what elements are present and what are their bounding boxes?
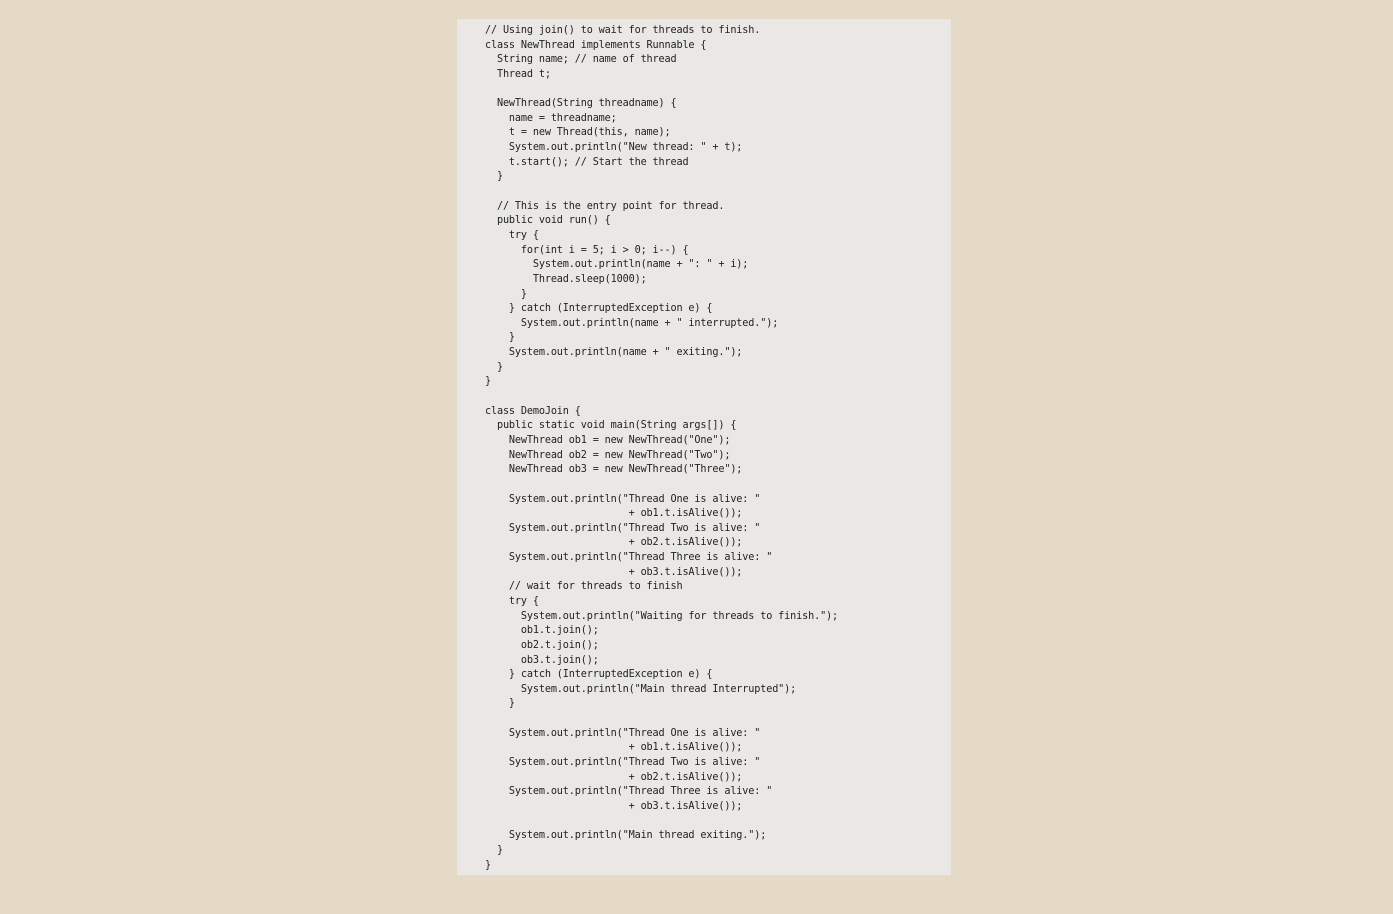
code-line: } catch (InterruptedException e) { (485, 669, 713, 681)
code-line (485, 390, 951, 405)
code-line: NewThread ob3 = new NewThread("Three"); (485, 464, 743, 476)
code-line (485, 712, 951, 727)
code-line: ob3.t.join(); (485, 654, 599, 666)
code-line: Thread.sleep(1000); (485, 273, 647, 285)
code-line: } (485, 698, 515, 710)
code-line: System.out.println("Thread One is alive: " (485, 727, 761, 739)
code-line: class DemoJoin { (485, 405, 581, 417)
code-line: } (485, 288, 527, 300)
code-line: System.out.println("Thread Three is alive: " (485, 552, 773, 564)
code-line: } (485, 844, 503, 856)
code-line: + ob2.t.isAlive()); (485, 771, 743, 783)
code-line (485, 478, 951, 493)
code-line (485, 185, 951, 200)
code-line: System.out.println("Thread Three is alive: " (485, 786, 773, 798)
code-line: } (485, 332, 515, 344)
code-line: System.out.println("Main thread exiting."); (485, 830, 767, 842)
code-line: System.out.println(name + " interrupted."); (485, 317, 779, 329)
code-line: + ob3.t.isAlive()); (485, 566, 743, 578)
code-line: try { (485, 229, 539, 241)
code-line: System.out.println("Thread Two is alive: " (485, 522, 761, 534)
code-line: + ob1.t.isAlive()); (485, 742, 743, 754)
code-line: System.out.println("Thread Two is alive: " (485, 757, 761, 769)
code-line: // Using join() to wait for threads to finish. (485, 25, 761, 36)
code-line: } catch (InterruptedException e) { (485, 303, 713, 315)
code-line: for(int i = 5; i > 0; i--) { (485, 244, 689, 256)
code-listing (457, 19, 951, 875)
code-line: System.out.println("Waiting for threads to finish."); (485, 610, 839, 622)
code-line: public static void main(String args[]) { (485, 420, 737, 432)
code-line: ob2.t.join(); (485, 639, 599, 651)
code-line: + ob3.t.isAlive()); (485, 800, 743, 812)
code-line: ob1.t.join(); (485, 625, 599, 637)
code-line: NewThread(String threadname) { (485, 98, 677, 110)
code-line: System.out.println("Thread One is alive: " (485, 493, 761, 505)
code-line: NewThread ob2 = new NewThread("Two"); (485, 449, 731, 461)
code-line: System.out.println("Main thread Interrupted"); (485, 683, 797, 695)
code-line: Thread t; (485, 68, 551, 80)
code-line: } (485, 171, 503, 183)
code-line: + ob2.t.isAlive()); (485, 537, 743, 549)
code-line: } (485, 376, 491, 388)
code-line: System.out.println(name + ": " + i); (485, 259, 749, 271)
code-line: public void run() { (485, 215, 611, 227)
code-line: + ob1.t.isAlive()); (485, 508, 743, 520)
code-line: } (485, 859, 491, 871)
code-line: t = new Thread(this, name); (485, 127, 671, 139)
code-line (485, 815, 951, 830)
code-line: name = threadname; (485, 112, 617, 124)
code-line: t.start(); // Start the thread (485, 156, 689, 168)
code-line: try { (485, 595, 539, 607)
code-line: System.out.println(name + " exiting."); (485, 347, 743, 359)
code-line: // wait for threads to finish (485, 581, 683, 593)
code-line (485, 83, 951, 98)
code-line: } (485, 361, 503, 373)
code-line: System.out.println("New thread: " + t); (485, 142, 743, 154)
code-line: NewThread ob1 = new NewThread("One"); (485, 434, 731, 446)
code-line: class NewThread implements Runnable { (485, 39, 707, 51)
code-line: // This is the entry point for thread. (485, 200, 725, 212)
code-line: String name; // name of thread (485, 54, 677, 66)
